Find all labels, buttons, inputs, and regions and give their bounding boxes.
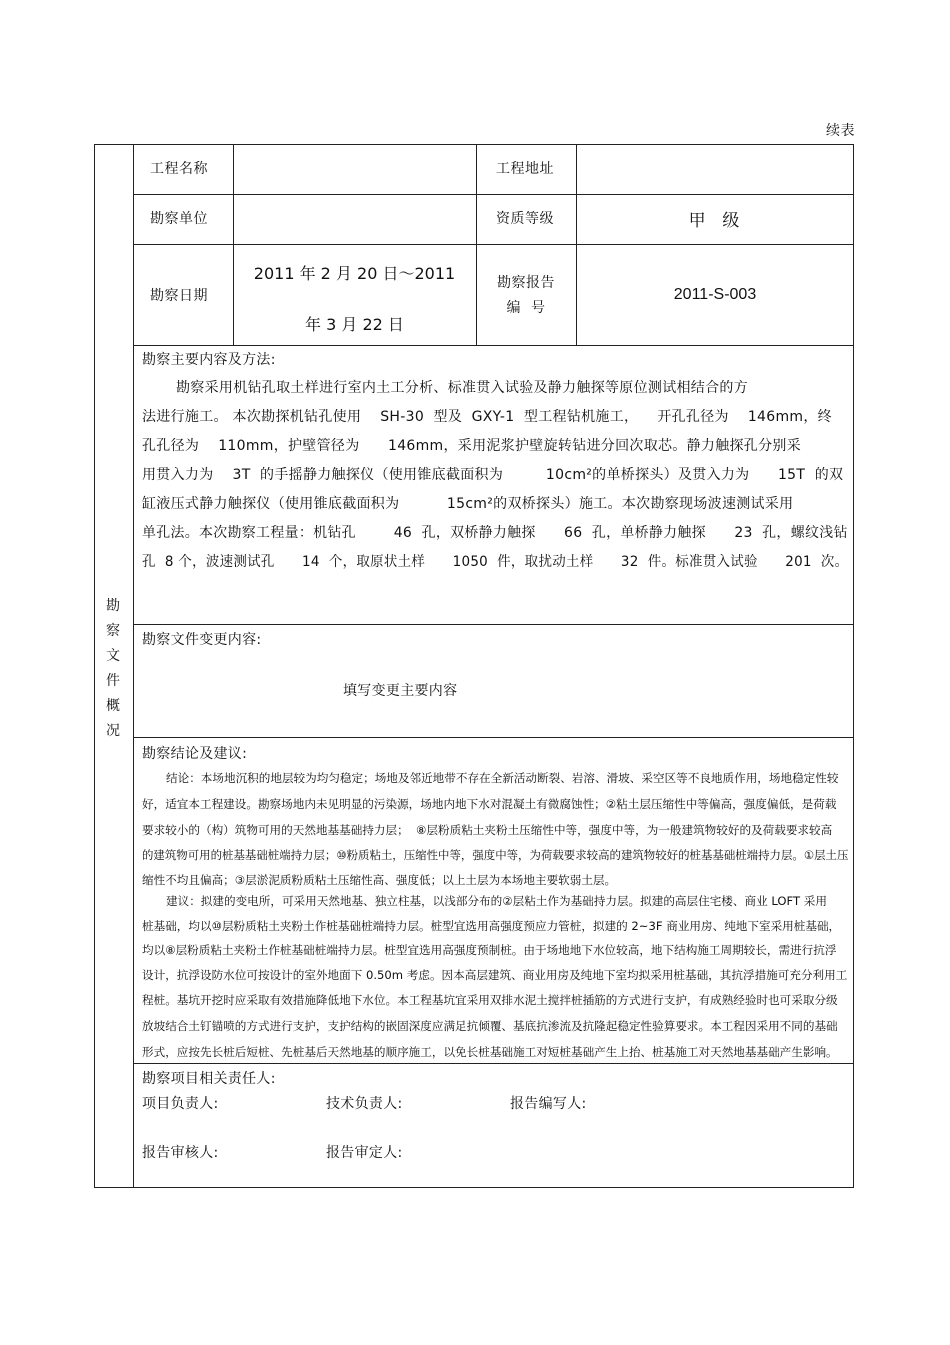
col-divider [576,144,577,345]
row-divider [133,345,854,346]
methods-line: 孔 8 个，波速测试孔 14 个，取原状土样 1050 件，取扰动土样 32 件。标准贯入试验 201 次。 [142,554,849,570]
project-address-label: 工程地址 [496,161,554,177]
report-writer-label: 报告编写人: [510,1096,587,1112]
methods-title: 勘察主要内容及方法: [142,352,276,368]
report-approver-label: 报告审定人: [326,1145,403,1161]
side-label-char: 察 [106,623,120,639]
survey-date-label: 勘察日期 [150,288,208,304]
changes-placeholder: 填写变更主要内容 [343,683,458,699]
qualification-value: 甲 级 [688,211,742,231]
side-label-char: 件 [106,673,120,689]
row-divider [133,194,854,195]
qualification-label: 资质等级 [496,211,554,227]
section-divider [133,737,854,738]
conclusion-line: 设计，抗浮设防水位可按设计的室外地面下 0.50m 考虑。因本高层建筑、商业用房及纯地下室均拟采用桩基础，其抗浮措施可充分利用工 [142,968,848,982]
side-label-char: 概 [106,698,120,714]
report-no-label-line2: 编 号 [506,300,546,316]
methods-line: 单孔法。本次勘察工程量：机钻孔 46 孔，双桥静力触探 66 孔，单桥静力触探 23 孔，螺纹浅钻 [142,525,848,541]
conclusion-line: 要求较小的（构）筑物可用的天然地基基础持力层； ⑧层粉质粘土夹粉土压缩性中等，强度中等，为一般建筑物较好的及荷载要求较高 [142,823,833,837]
conclusion-line: 程桩。基坑开挖时应采取有效措施降低地下水位。本工程基坑宜采用双排水泥土搅拌桩插筋的方式进行支护，有成熟经验时也可采取分级 [142,993,838,1007]
project-leader-label: 项目负责人: [142,1096,219,1112]
survey-date-line1: 2011 年 2 月 20 日～2011 [253,264,456,283]
conclusion-line: 建议：拟建的变电所，可采用天然地基、独立柱基，以浅部分布的②层粘土作为基础持力层。拟建的高层住宅楼、商业 LOFT 采用 [166,894,827,908]
row-divider [133,244,854,245]
conclusion-line: 形式，应按先长桩后短桩、先桩基后天然地基的顺序施工，以免长桩基础施工对短桩基础产生上抬、桩基施工对天然地基基础产生影响。 [142,1045,838,1059]
methods-line: 缸液压式静力触探仪（使用锥底截面积为 15cm²的双桥探头）施工。本次勘察现场波速测试采用 [142,496,794,512]
conclusion-line: 缩性不均且偏高；③层淤泥质粉质粘土压缩性高、强度低；以上土层为本场地主要软弱土层。 [142,873,617,887]
responsible-title: 勘察项目相关责任人: [142,1071,276,1087]
methods-line: 勘察采用机钻孔取土样进行室内土工分析、标准贯入试验及静力触探等原位测试相结合的方 [176,380,748,396]
side-label-char: 况 [106,723,120,739]
methods-line: 法进行施工。 本次勘探机钻孔使用 SH-30 型及 GXY-1 型工程钻机施工， 开孔孔径为 146mm，终 [142,409,832,425]
project-name-label: 工程名称 [150,161,208,177]
report-no-value: 2011-S-003 [673,286,757,303]
methods-line: 孔孔径为 110mm，护壁管径为 146mm，采用泥浆护壁旋转钻进分回次取芯。静力触探孔分别采 [142,438,801,454]
report-reviewer-label: 报告审核人: [142,1145,219,1161]
conclusion-line: 桩基础，均以⑩层粉质粘土夹粉土作桩基础桩端持力层。桩型宜选用高强度预应力管桩，拟建的 2~3F 商业用房、纯地下室采用桩基础， [142,919,841,933]
survey-date-line2: 年 3 月 22 日 [305,315,404,334]
section-divider [133,624,854,625]
survey-unit-label: 勘察单位 [150,211,208,227]
section-divider [133,1063,854,1064]
report-no-label-line1: 勘察报告 [497,275,555,291]
side-label-char: 勘 [106,598,120,614]
conclusion-line: 的建筑物可用的桩基基础桩端持力层；⑩粉质粘土，压缩性中等，强度中等，为荷载要求较高的建筑物较好的桩基基础桩端持力层。①层土压 [142,848,849,862]
tech-leader-label: 技术负责人: [326,1096,403,1112]
changes-title: 勘察文件变更内容: [142,632,262,648]
conclusion-line: 好，适宜本工程建设。勘察场地内未见明显的污染源，场地内地下水对混凝土有微腐蚀性；②粘土层压缩性中等偏高，强度偏低，是荷载 [142,797,837,811]
continued-label: 续表 [826,123,855,139]
conclusion-title: 勘察结论及建议: [142,746,248,762]
methods-line: 用贯入力为 3T 的手摇静力触探仪（使用锥底截面积为 10cm²的单桥探头）及贯入力为 15T 的双 [142,467,844,483]
side-label-char: 文 [106,648,120,664]
conclusion-line: 均以⑧层粉质粘土夹粉土作桩基础桩端持力层。桩型宜选用高强度预制桩。由于场地地下水位较高，地下结构施工周期较长，需进行抗浮 [142,943,837,957]
side-divider [133,144,134,1188]
conclusion-line: 放坡结合土钉锚喷的方式进行支护，支护结构的嵌固深度应满足抗倾覆、基底抗渗流及抗隆起稳定性验算要求。本工程因采用不同的基础 [142,1019,838,1033]
conclusion-line: 结论：本场地沉积的地层较为均匀稳定；场地及邻近地带不存在全新活动断裂、岩溶、滑坡、采空区等不良地质作用，场地稳定性较 [166,771,839,785]
